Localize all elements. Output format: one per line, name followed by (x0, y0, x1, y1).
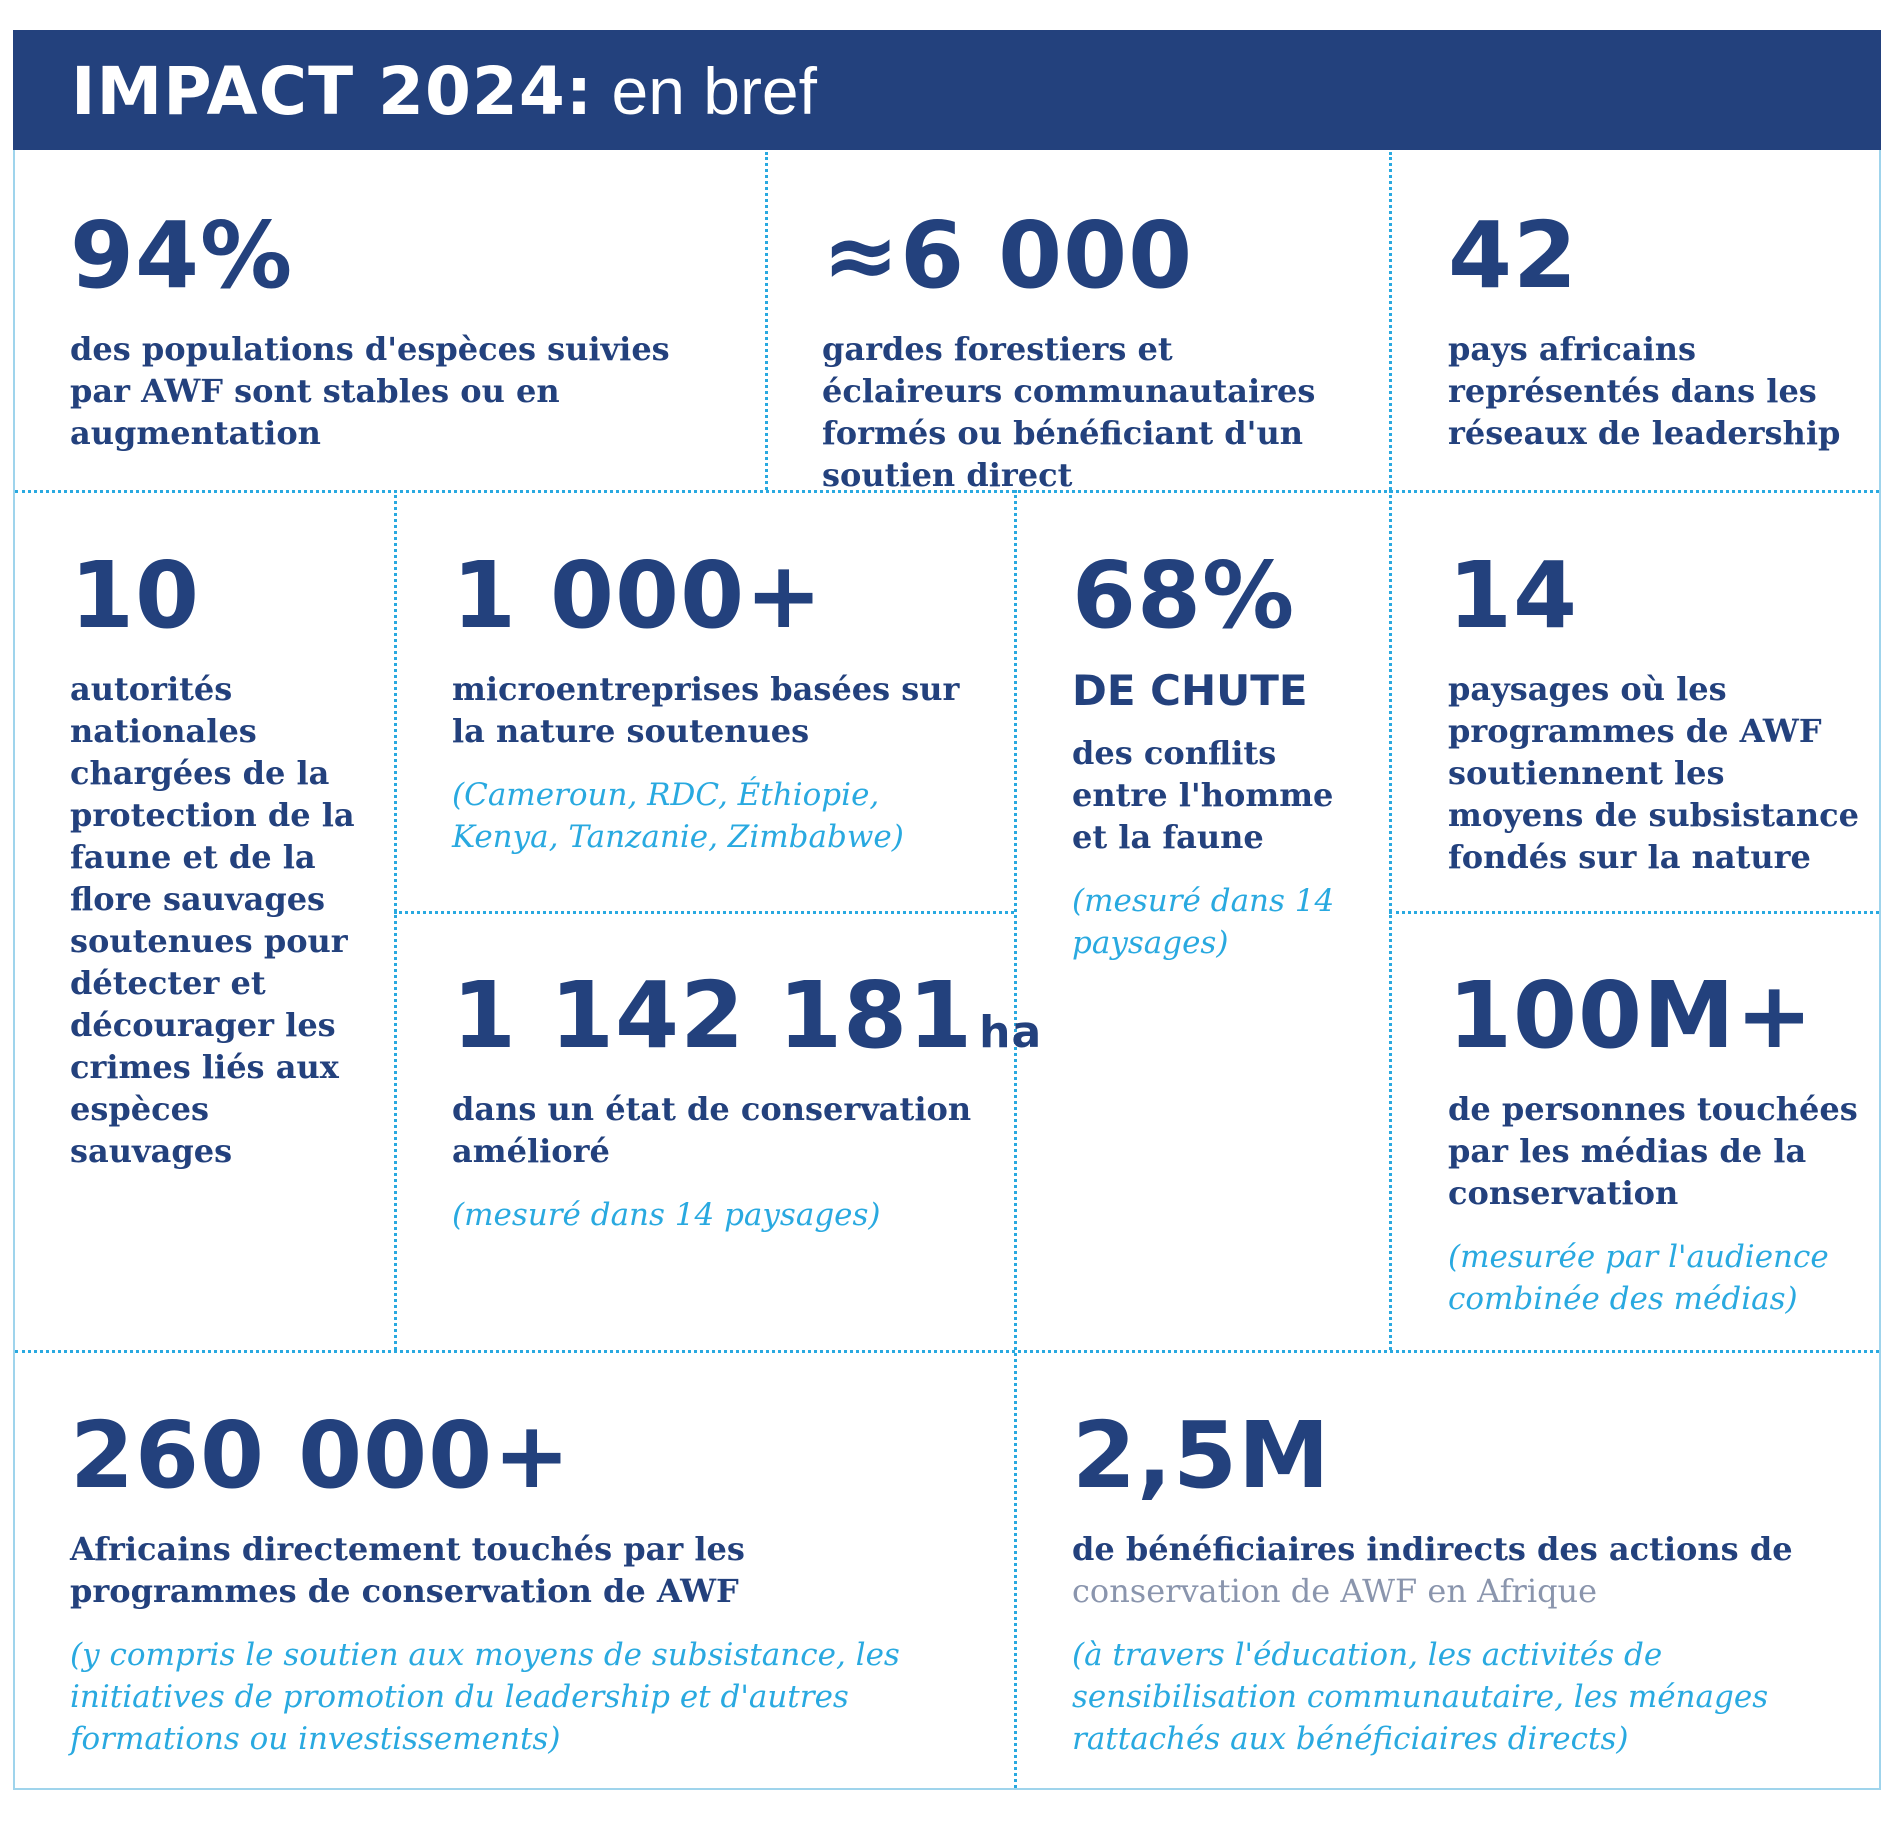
divider-h-mid-left (394, 911, 1014, 914)
page-title (71, 52, 817, 132)
stat-value: ≈6 000 (822, 202, 1194, 309)
stat-description: paysages où les programmes de AWF soutiennent les moyens de subsistance fondés sur la nature (1448, 670, 1859, 876)
stat-indirect-beneficiaries (1072, 1402, 1862, 1760)
title-light: en bref (593, 54, 817, 128)
stat-hectares (452, 962, 1043, 1236)
stat-description: autorités nationales chargées de la protection de la faune et de la flore sauvages soutenues pour détecter et décourager les crimes liés aux espèces sauvages (70, 670, 355, 1170)
stat-authorities (70, 542, 370, 1172)
stat-description (1072, 1528, 1862, 1612)
stat-value: 94% (70, 202, 294, 309)
stat-subtitle: DE CHUTE (1072, 666, 1308, 715)
stat-value: 42 (1448, 202, 1579, 309)
stat-note: (Cameroun, RDC, Éthiopie, Kenya, Tanzanie, Zimbabwe) (452, 777, 904, 855)
stat-value: 14 (1448, 542, 1579, 649)
stat-value: 100M+ (1448, 962, 1814, 1069)
stat-description: microentreprises basées sur la nature soutenues (452, 670, 960, 750)
divider-v-row1-b (1389, 152, 1392, 490)
stat-note: (mesuré dans 14 paysages) (452, 1197, 881, 1233)
title-bold: IMPACT 2024: (71, 53, 594, 130)
divider-v-row2-c (1389, 490, 1392, 1350)
stat-note: (y compris le soutien aux moyens de subsistance, les initiatives de promotion du leadership et d'autres formations ou investissements) (70, 1637, 900, 1757)
description-bold: de bénéficiaires indirects des actions de (1072, 1530, 1793, 1568)
stat-note: (mesuré dans 14 paysages) (1072, 883, 1335, 961)
stat-value: 68% (1072, 542, 1296, 649)
stat-description: de personnes touchées par les médias de la conservation (1448, 1090, 1858, 1212)
stat-value: 10 (70, 542, 201, 649)
divider-h-row2 (15, 1350, 1879, 1353)
description-light: conservation de AWF en Afrique (1072, 1572, 1598, 1610)
stat-description: Africains directement touchés par les programmes de conservation de AWF (70, 1530, 745, 1610)
stat-description: des conflits entre l'homme et la faune (1072, 734, 1334, 856)
divider-v-row2-a (394, 490, 397, 1350)
stat-value: 2,5M (1072, 1402, 1331, 1509)
stat-microenterprises (452, 542, 992, 858)
stat-description: des populations d'espèces suivies par AWF sont stables ou en augmentation (70, 330, 670, 452)
stat-description: dans un état de conservation amélioré (452, 1090, 972, 1170)
stat-rangers (822, 202, 1342, 496)
divider-v-row1-a (765, 152, 768, 490)
header-banner (13, 30, 1881, 150)
stat-note: (mesurée par l'audience combinée des médias) (1448, 1239, 1829, 1317)
stat-value: 260 000+ (70, 1402, 572, 1509)
stat-value (452, 962, 1043, 1069)
divider-v-row2-b (1014, 490, 1017, 1788)
stat-countries (1448, 202, 1858, 454)
stat-media (1448, 962, 1868, 1320)
stat-direct-beneficiaries (70, 1402, 970, 1760)
hectares-unit: ha (979, 1007, 1043, 1058)
stat-landscapes (1448, 542, 1868, 878)
stat-value: 1 000+ (452, 542, 824, 649)
stat-description: pays africains représentés dans les réseaux de leadership (1448, 330, 1841, 452)
divider-h-mid-right (1389, 911, 1879, 914)
stat-conflicts (1072, 542, 1372, 964)
stat-note: (à travers l'éducation, les activités de sensibilisation communautaire, les ménages rattachés aux bénéficiaires directs) (1072, 1637, 1769, 1757)
stat-description: gardes forestiers et éclaireurs communautaires formés ou bénéficiant d'un soutien direct (822, 330, 1316, 494)
hectares-number: 1 142 181 (452, 962, 974, 1069)
stat-species (70, 202, 730, 454)
